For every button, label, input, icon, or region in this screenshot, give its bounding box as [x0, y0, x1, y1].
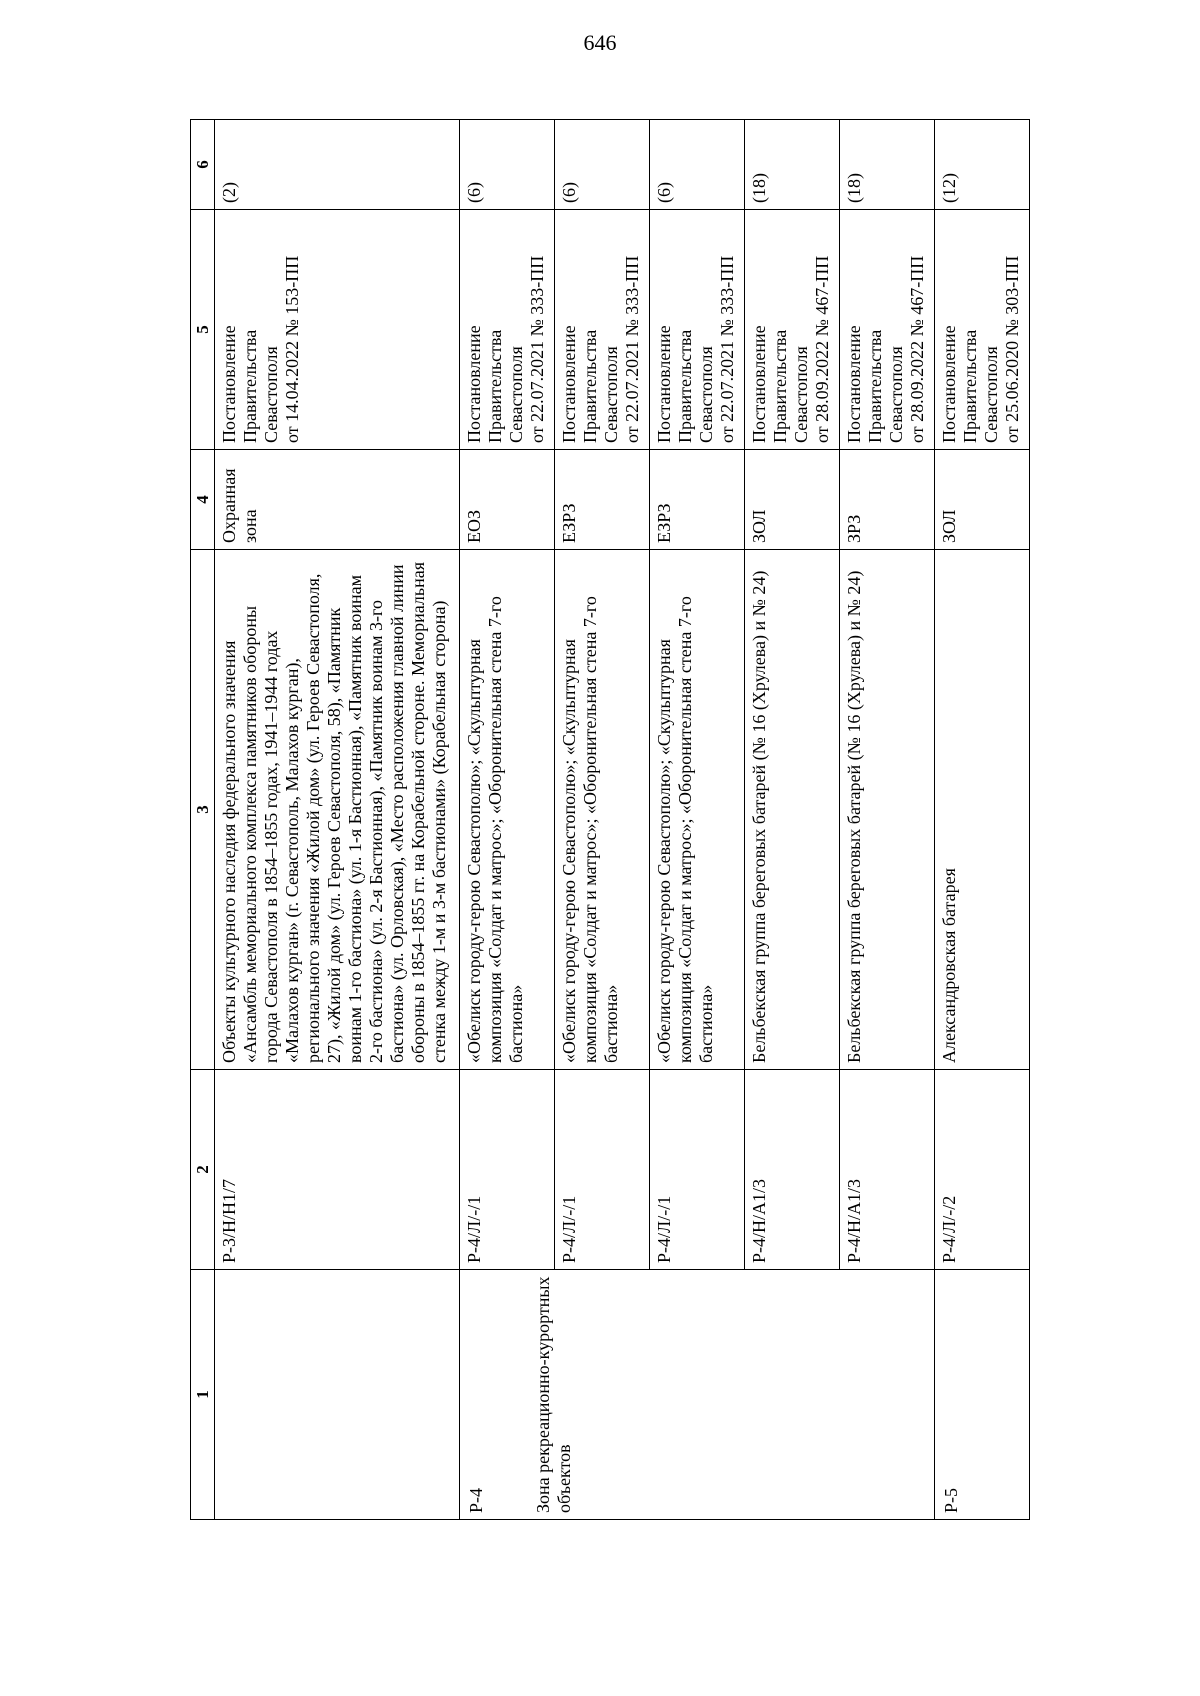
- ref-cell: (18): [745, 120, 840, 210]
- doc-org: Правительства: [865, 329, 886, 443]
- doc-ref: от 14.04.2022 № 153-ПП: [282, 255, 303, 443]
- zone-type-cell: ЗОЛ: [745, 450, 840, 550]
- doc-city: Севастополя: [696, 346, 717, 443]
- zone-name: Зона рекреационно-курортных объектов: [533, 1276, 575, 1513]
- header-cell: 2: [191, 1070, 215, 1270]
- code-cell: Р-4/Н/А1/3: [745, 1070, 840, 1270]
- zone-cell: [460, 1270, 935, 1520]
- header-cell: 3: [191, 550, 215, 1070]
- document-cell: [745, 210, 840, 450]
- table-header-row: [191, 120, 215, 1520]
- doc-org: Правительства: [675, 329, 696, 443]
- doc-org: Правительства: [580, 329, 601, 443]
- doc-org: Правительства: [240, 329, 261, 443]
- doc-title: Постановление: [749, 325, 770, 443]
- code-cell: Р-4/Л/-/1: [555, 1070, 650, 1270]
- document-cell: [650, 210, 745, 450]
- doc-ref: от 22.07.2021 № 333-ПП: [527, 255, 548, 443]
- ref-cell: (6): [460, 120, 555, 210]
- doc-title: Постановление: [464, 325, 485, 443]
- doc-org: Правительства: [960, 329, 981, 443]
- objects-cell: Бельбекская группа береговых батарей (№ 16 (Хрулева) и № 24): [840, 550, 935, 1070]
- zone-type-cell: Охранная зона: [215, 450, 460, 550]
- zone-type-cell: ЕОЗ: [460, 450, 555, 550]
- doc-title: Постановление: [654, 325, 675, 443]
- objects-cell: «Обелиск городу-герою Севастополю»; «Скульптурная композиция «Солдат и матрос»; «Оборонительная стена 7-го бастиона»: [555, 550, 650, 1070]
- document-cell: [555, 210, 650, 450]
- zone-type-cell: ЕЗРЗ: [555, 450, 650, 550]
- zone-code: Р-5: [941, 1487, 962, 1513]
- ref-cell: (6): [555, 120, 650, 210]
- ref-cell: (18): [840, 120, 935, 210]
- zone-type-cell: ЕЗРЗ: [650, 450, 745, 550]
- objects-cell: Александровская батарея: [935, 550, 1030, 1070]
- document-cell: [215, 210, 460, 450]
- table-row: [460, 120, 555, 1520]
- header-cell: 5: [191, 210, 215, 450]
- objects-cell: «Обелиск городу-герою Севастополю»; «Скульптурная композиция «Солдат и матрос»; «Оборонительная стена 7-го бастиона»: [650, 550, 745, 1070]
- code-cell: Р-3/Н/Н1/7: [215, 1070, 460, 1270]
- document-cell: [840, 210, 935, 450]
- doc-ref: от 22.07.2021 № 333-ПП: [717, 255, 738, 443]
- document-cell: [935, 210, 1030, 450]
- ref-cell: (12): [935, 120, 1030, 210]
- table-row: [935, 120, 1030, 1520]
- zone-type-cell: ЗРЗ: [840, 450, 935, 550]
- doc-org: Правительства: [770, 329, 791, 443]
- code-cell: Р-4/Л/-/1: [650, 1070, 745, 1270]
- doc-org: Правительства: [485, 329, 506, 443]
- objects-cell: Объекты культурного наследия федерального значения «Ансамбль мемориального комплекса памятников обороны города Севастополя в 1854–1855 годах, 1941–1944 годах «Малахов курган» (г. Севастополь, Малахов курган), регионального значения «Жилой дом» (ул. Героев Севастополя, 27), «Жилой дом» (ул. Героев Севастополя, 58), «Памятник воинам 1-го бастиона» (ул. 1-я Бастионная), «Памятник воинам 2-го бастиона» (ул. 2-я Бастионная), «Памятник воинам 3-го бастиона» (ул. Орловская), «Место расположения главной линии обороны в 1854–1855 гг. на Корабельной стороне. Мемориальная стенка между 1-м и 3-м бастионами» (Корабельная сторона): [215, 550, 460, 1070]
- doc-city: Севастополя: [261, 346, 282, 443]
- header-cell: 4: [191, 450, 215, 550]
- header-cell: 1: [191, 1270, 215, 1520]
- doc-city: Севастополя: [791, 346, 812, 443]
- objects-cell: Бельбекская группа береговых батарей (№ 16 (Хрулева) и № 24): [745, 550, 840, 1070]
- doc-title: Постановление: [219, 325, 240, 443]
- code-cell: Р-4/Л/-/1: [460, 1070, 555, 1270]
- zone-cell: [935, 1270, 1030, 1520]
- doc-title: Постановление: [559, 325, 580, 443]
- doc-title: Постановление: [844, 325, 865, 443]
- doc-city: Севастополя: [886, 346, 907, 443]
- objects-cell: «Обелиск городу-герою Севастополю»; «Скульптурная композиция «Солдат и матрос»; «Оборонительная стена 7-го бастиона»: [460, 550, 555, 1070]
- header-cell: 6: [191, 120, 215, 210]
- ref-cell: (2): [215, 120, 460, 210]
- code-cell: Р-4/Н/А1/3: [840, 1070, 935, 1270]
- page-number: 646: [583, 30, 617, 55]
- code-cell: Р-4/Л/-/2: [935, 1070, 1030, 1270]
- table-row: [215, 120, 460, 1520]
- ref-cell: (6): [650, 120, 745, 210]
- doc-ref: от 25.06.2020 № 303-ПП: [1002, 255, 1023, 443]
- doc-title: Постановление: [939, 325, 960, 443]
- doc-city: Севастополя: [601, 346, 622, 443]
- doc-ref: от 22.07.2021 № 333-ПП: [622, 255, 643, 443]
- zone-cell: [215, 1270, 460, 1520]
- zone-type-cell: ЗОЛ: [935, 450, 1030, 550]
- doc-ref: от 28.09.2022 № 467-ПП: [907, 255, 928, 443]
- doc-city: Севастополя: [981, 346, 1002, 443]
- rotated-page: [190, 120, 1030, 1520]
- zone-code: Р-4: [466, 1487, 487, 1513]
- doc-ref: от 28.09.2022 № 467-ПП: [812, 255, 833, 443]
- regulation-table: [190, 119, 1030, 1520]
- doc-city: Севастополя: [506, 346, 527, 443]
- document-cell: [460, 210, 555, 450]
